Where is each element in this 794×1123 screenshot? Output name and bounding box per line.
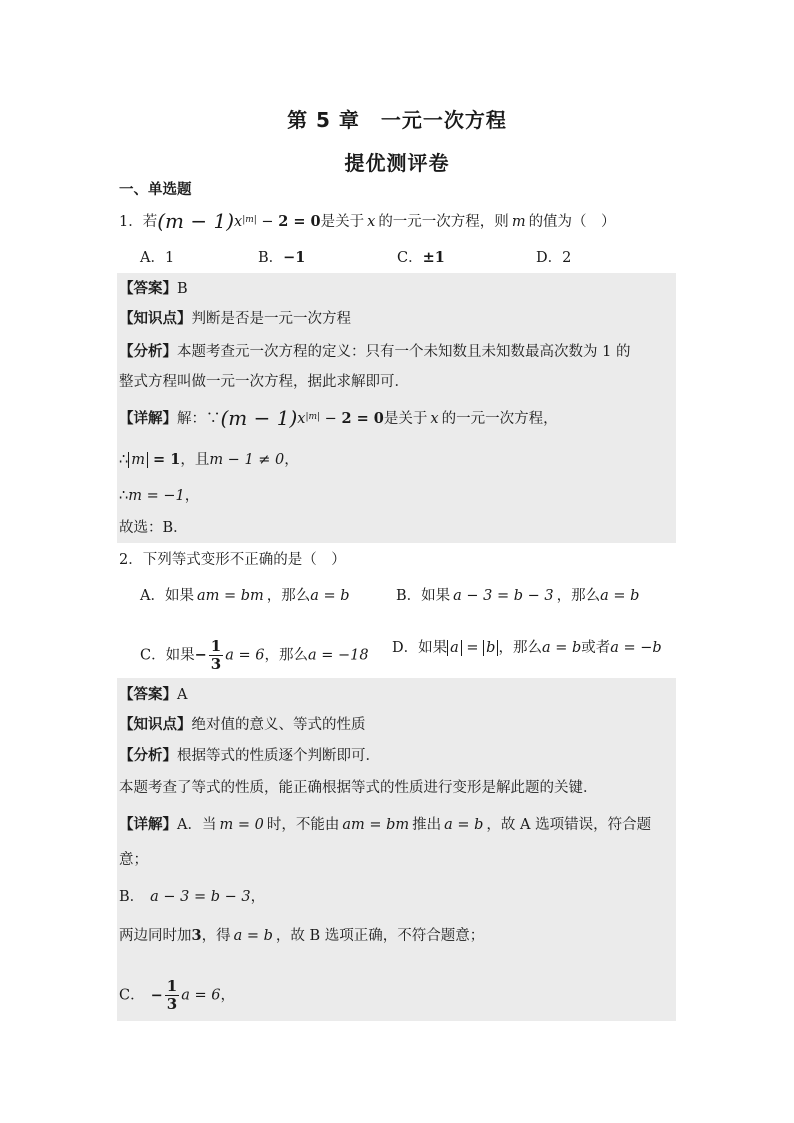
q1-analysis: 【分析】本题考查元一次方程的定义：只有一个未知数且未知数最高次数为 1 的 (119, 344, 631, 360)
q2-answer: 【答案】A (119, 687, 188, 703)
q1-var-x: x (367, 214, 376, 230)
q1-detail-3: ∴m = −1， (119, 488, 200, 504)
q2-option-b: B．如果 a − 3 = b − 3 ，那么a = b (396, 588, 640, 604)
q1-option-a: A．1 (140, 250, 175, 266)
q1-detail-1: 【详解】解：∵(m − $1)x^{|m|} - 2 = 0$是关于 x 的一元一次方程， (119, 406, 558, 430)
q1-text-mid: 的一元一次方程，则 (378, 214, 509, 230)
q2-detail-3: 两边同时加3，得 a = b ，故 B 选项正确，不符合题意； (119, 927, 485, 944)
question-1-stem (119, 211, 616, 234)
q1-option-c: C．±1 (397, 249, 445, 266)
q1-paren-expr: (m − 1) (157, 209, 235, 233)
q2-knowledge: 【知识点】绝对值的意义、等式的性质 (119, 717, 366, 733)
q2-detail-1: 【详解】A．当 m = 0 时，不能由 am = bm 推出 a = b ，故 A 选项错误，符合题 (119, 817, 652, 833)
q2-option-c: C．如果− $\frac{1}{3}$ a = 6，那么a = −18 (140, 637, 369, 673)
q1-base: x (234, 214, 243, 230)
q1-number: 1．若 (119, 214, 158, 230)
question-2-stem: 2．下列等式变形不正确的是（ ） (119, 552, 346, 568)
q1-text-after: 是关于 (320, 214, 365, 230)
q2-detail-4: C． − $\frac{1}{3}$ a = 6， (119, 977, 235, 1013)
q2-option-d: D．如果 a = b ，那么a = b或者a = −b (392, 640, 662, 656)
q2-analysis: 【分析】根据等式的性质逐个判断即可． (119, 748, 380, 764)
q1-knowledge: 【知识点】判断是否是一元一次方程 (119, 311, 351, 327)
q1-text-end: 的值为（ ） (528, 214, 616, 230)
q1-minus: − (256, 214, 279, 230)
q1-exponent: |m| (242, 215, 257, 225)
q1-two-eq-zero: 2 = 0 (278, 213, 321, 230)
q2-detail-1-cont: 意； (119, 852, 148, 868)
q1-detail-4: 故选：B． (119, 520, 188, 536)
q2-option-a: A．如果 am = bm ，那么a = b (140, 588, 350, 604)
subtitle: 提优测评卷 (344, 151, 450, 175)
q2-detail-2: B． a − 3 = b − 3， (119, 889, 266, 905)
q1-analysis-cont: 整式方程叫做一元一次方程，据此求解即可． (119, 374, 409, 390)
q1-var-m: m (511, 214, 526, 230)
q2-note: 本题考查了等式的性质，能正确根据等式的性质进行变形是解此题的关键． (119, 780, 598, 796)
section-heading: 一、单选题 (119, 182, 192, 198)
q1-option-b: B．−1 (258, 249, 306, 266)
chapter-title: 第 5 章 一元一次方程 (287, 108, 507, 132)
q1-detail-2: ∴ m = 1，且m − 1 ≠ 0， (119, 451, 299, 468)
q1-answer: 【答案】B (119, 281, 188, 297)
q1-option-d: D．2 (536, 250, 572, 266)
